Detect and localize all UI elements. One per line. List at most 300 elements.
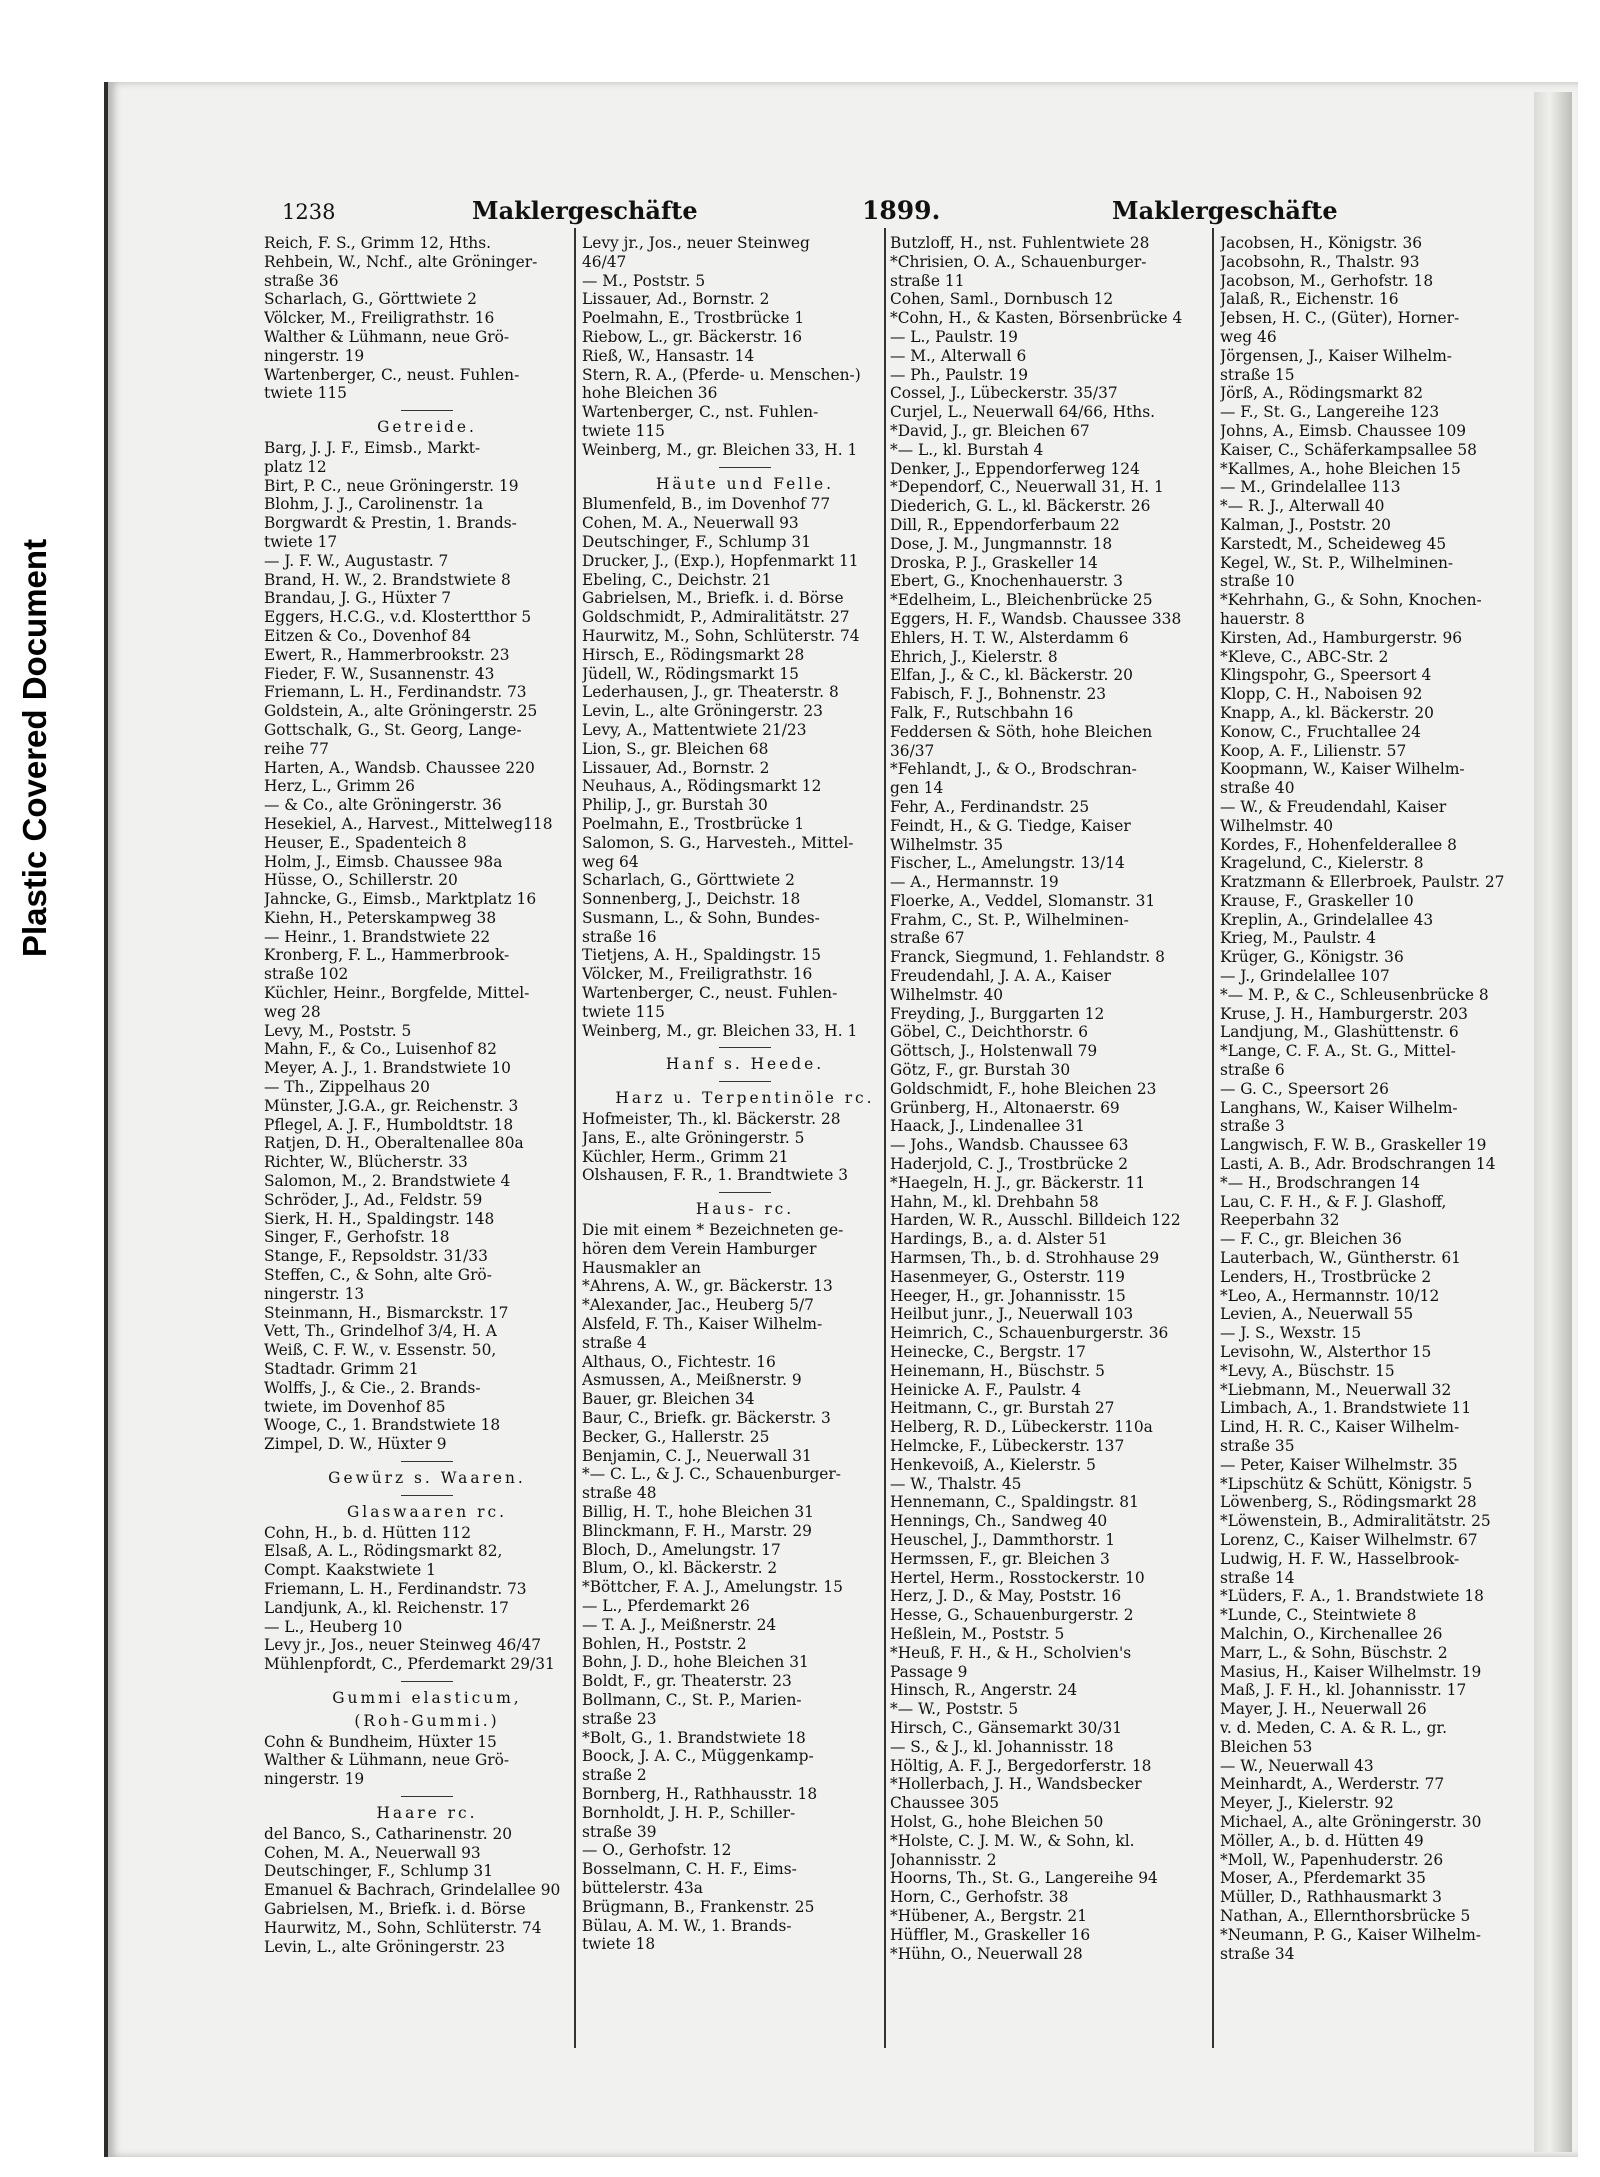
directory-entry: — L., Paulstr. 19 <box>890 327 1018 346</box>
directory-entry: *Hühn, O., Neuerwall 28 <box>890 1944 1083 1963</box>
section-heading: Harz u. Terpentinöle rc. <box>615 1089 875 1108</box>
directory-entry: gen 14 <box>890 779 944 798</box>
directory-entry: Harmsen, Th., b. d. Strohhause 29 <box>890 1249 1160 1268</box>
directory-entry: *Edelheim, L., Bleichenbrücke 25 <box>890 591 1153 610</box>
directory-entry: Lion, S., gr. Bleichen 68 <box>582 739 769 758</box>
directory-entry: twiete 115 <box>582 421 665 440</box>
directory-entry: straße 16 <box>582 927 657 946</box>
directory-entry: Borgwardt & Prestin, 1. Brands- <box>264 514 517 533</box>
directory-entry: Blumenfeld, B., im Dovenhof 77 <box>582 495 831 514</box>
section-heading: Hanf s. Heede. <box>665 1055 825 1074</box>
directory-entry: ningerstr. 19 <box>264 346 365 365</box>
directory-column-4 <box>1220 234 1546 1963</box>
directory-entry: Deutschinger, F., Schlump 31 <box>264 1862 494 1881</box>
running-title-left: Maklergeschäfte <box>472 196 698 225</box>
directory-entry: Brügmann, B., Frankenstr. 25 <box>582 1897 815 1916</box>
directory-entry: Heßlein, M., Poststr. 5 <box>890 1624 1065 1643</box>
directory-entry: Dose, J. M., Jungmannstr. 18 <box>890 534 1113 553</box>
section-divider <box>719 1047 771 1048</box>
directory-entry: *Ahrens, A. W., gr. Bäckerstr. 13 <box>582 1277 833 1296</box>
directory-entry: del Banco, S., Catharinenstr. 20 <box>264 1824 513 1843</box>
directory-entry: Weinberg, M., gr. Bleichen 33, H. 1 <box>582 440 858 459</box>
directory-entry: Sonnenberg, J., Deichstr. 18 <box>582 890 801 909</box>
directory-entry: Fieder, F. W., Susannenstr. 43 <box>264 664 495 683</box>
directory-entry: Hirsch, C., Gänsemarkt 30/31 <box>890 1718 1123 1737</box>
directory-entry: Steinmann, H., Bismarckstr. 17 <box>264 1303 509 1322</box>
directory-entry: Reeperbahn 32 <box>1220 1211 1340 1230</box>
directory-entry: Cohen, Saml., Dornbusch 12 <box>890 290 1114 309</box>
directory-entry: twiete 18 <box>582 1935 656 1954</box>
directory-entry: Lauterbach, W., Güntherstr. 61 <box>1220 1249 1461 1268</box>
directory-entry: Alsfeld, F. Th., Kaiser Wilhelm- <box>582 1315 823 1334</box>
directory-entry: Tietjens, A. H., Spaldingstr. 15 <box>582 946 822 965</box>
directory-column-1 <box>264 234 590 1956</box>
directory-entry: — M., Grindelallee 113 <box>1220 478 1401 497</box>
directory-entry: — W., Thalstr. 45 <box>890 1474 1022 1493</box>
directory-entry: Konow, C., Fruchtallee 24 <box>1220 722 1421 741</box>
directory-entry: Lissauer, Ad., Bornstr. 2 <box>582 758 770 777</box>
directory-entry: Levien, A., Neuerwall 55 <box>1220 1305 1414 1324</box>
directory-entry: Hirsch, E., Rödingsmarkt 28 <box>582 645 805 664</box>
directory-entry: Herz, L., Grimm 26 <box>264 777 415 796</box>
directory-entry: straße 40 <box>1220 779 1295 798</box>
directory-entry: Cohen, M. A., Neuerwall 93 <box>264 1843 481 1862</box>
directory-entry: Poelmahn, E., Trostbrücke 1 <box>582 309 805 328</box>
section-heading: Glaswaaren rc. <box>347 1502 507 1521</box>
directory-entry: straße 48 <box>582 1484 657 1503</box>
directory-entry: straße 102 <box>264 965 349 984</box>
directory-entry: Richter, W., Blücherstr. 33 <box>264 1153 468 1172</box>
directory-entry: Baur, C., Briefk. gr. Bäckerstr. 3 <box>582 1409 831 1428</box>
directory-column-3 <box>890 234 1216 1963</box>
directory-entry: Freyding, J., Burggarten 12 <box>890 1004 1105 1023</box>
directory-entry: Wartenberger, C., neust. Fuhlen- <box>264 365 520 384</box>
section-divider <box>401 1681 453 1682</box>
directory-entry: Johns, A., Eimsb. Chaussee 109 <box>1220 421 1467 440</box>
directory-entry: Walther & Lühmann, neue Grö- <box>264 1751 510 1770</box>
directory-entry: twiete, im Dovenhof 85 <box>264 1397 446 1416</box>
directory-entry: *Kallmes, A., hohe Bleichen 15 <box>1220 459 1461 478</box>
directory-entry: *Levy, A., Büschstr. 15 <box>1220 1361 1395 1380</box>
directory-entry: straße 11 <box>890 271 965 290</box>
directory-entry: Levin, L., alte Gröningerstr. 23 <box>582 702 823 721</box>
directory-entry: Möller, A., b. d. Hütten 49 <box>1220 1831 1424 1850</box>
directory-entry: Hoorns, Th., St. G., Langereihe 94 <box>890 1869 1158 1888</box>
directory-entry: Scharlach, G., Görttwiete 2 <box>264 290 477 309</box>
directory-entry: Kalman, J., Poststr. 20 <box>1220 515 1391 534</box>
directory-entry: *Neumann, P. G., Kaiser Wilhelm- <box>1220 1925 1481 1944</box>
directory-entry: Stern, R. A., (Pferde- u. Menschen-) <box>582 365 861 384</box>
directory-entry: — J. F. W., Augustastr. 7 <box>264 551 449 570</box>
directory-entry: Hinsch, R., Angerstr. 24 <box>890 1681 1078 1700</box>
directory-entry: Lissauer, Ad., Bornstr. 2 <box>582 290 770 309</box>
directory-entry: Kiehn, H., Peterskampweg 38 <box>264 908 497 927</box>
directory-entry: Passage 9 <box>890 1662 968 1681</box>
directory-entry: ningerstr. 13 <box>264 1284 365 1303</box>
directory-entry: Meinhardt, A., Werderstr. 77 <box>1220 1775 1445 1794</box>
directory-entry: Ratjen, D. H., Oberaltenallee 80a <box>264 1134 524 1153</box>
directory-entry: Reich, F. S., Grimm 12, Hths. <box>264 234 492 252</box>
directory-entry: — A., Hermannstr. 19 <box>890 873 1059 892</box>
directory-entry: v. d. Meden, C. A. & R. L., gr. <box>1220 1718 1447 1737</box>
directory-entry: *Heuß, F. H., & H., Scholvien's <box>890 1643 1132 1662</box>
directory-entry: Langhans, W., Kaiser Wilhelm- <box>1220 1098 1458 1117</box>
directory-entry: Heinicke A. F., Paulstr. 4 <box>890 1380 1082 1399</box>
section-heading: Gummi elasticum, <box>332 1688 522 1707</box>
directory-entry: hauerstr. 8 <box>1220 609 1305 628</box>
section-heading: Haus- rc. <box>695 1200 795 1219</box>
directory-entry: Höltig, A. F. J., Bergedorferstr. 18 <box>890 1756 1152 1775</box>
directory-entry: Kragelund, C., Kielerstr. 8 <box>1220 854 1424 873</box>
directory-entry: Kirsten, Ad., Hamburgerstr. 96 <box>1220 628 1463 647</box>
directory-entry: Bollmann, C., St. P., Marien- <box>582 1690 802 1709</box>
directory-entry: Bohn, J. D., hohe Bleichen 31 <box>582 1653 809 1672</box>
directory-entry: — M., Alterwall 6 <box>890 346 1027 365</box>
directory-entry: *Dependorf, C., Neuerwall 31, H. 1 <box>890 478 1164 497</box>
page-header <box>272 196 1338 230</box>
directory-entry: Hausmakler an <box>582 1258 701 1277</box>
directory-entry: Wolffs, J., & Cie., 2. Brands- <box>264 1378 481 1397</box>
directory-entry: Poelmahn, E., Trostbrücke 1 <box>582 814 805 833</box>
directory-entry: Lederhausen, J., gr. Theaterstr. 8 <box>582 683 839 702</box>
directory-entry: Butzloff, H., nst. Fuhlentwiete 28 <box>890 234 1150 252</box>
directory-entry: Elsaß, A. L., Rödingsmarkt 82, <box>264 1542 503 1561</box>
directory-entry: Becker, G., Hallerstr. 25 <box>582 1427 770 1446</box>
directory-entry: reihe 77 <box>264 739 329 758</box>
directory-entry: Bosselmann, C. H. F., Eims- <box>582 1860 797 1879</box>
directory-entry: Kreplin, A., Grindelallee 43 <box>1220 910 1434 929</box>
directory-entry: Bülau, A. M. W., 1. Brands- <box>582 1916 792 1935</box>
directory-entry: Levy, A., Mattentwiete 21/23 <box>582 720 807 739</box>
directory-entry: Klopp, C. H., Naboisen 92 <box>1220 685 1423 704</box>
directory-entry: Johannisstr. 2 <box>890 1850 997 1869</box>
section-heading: Häute und Felle. <box>655 474 835 493</box>
directory-entry: Landjunk, A., kl. Reichenstr. 17 <box>264 1598 509 1617</box>
directory-column-2 <box>582 234 908 1954</box>
directory-entry: *Böttcher, F. A. J., Amelungstr. 15 <box>582 1578 843 1597</box>
directory-entry: Limbach, A., 1. Brandstwiete 11 <box>1220 1399 1472 1418</box>
directory-entry: *Kleve, C., ABC-Str. 2 <box>1220 647 1389 666</box>
directory-entry: Landjung, M., Glashüttenstr. 6 <box>1220 1023 1459 1042</box>
directory-entry: — L., Pferdemarkt 26 <box>582 1596 750 1615</box>
section-divider <box>719 1192 771 1193</box>
directory-entry: Brand, H. W., 2. Brandstwiete 8 <box>264 570 511 589</box>
directory-entry: *Haegeln, H. J., gr. Bäckerstr. 11 <box>890 1173 1146 1192</box>
directory-entry: Mahn, F., & Co., Luisenhof 82 <box>264 1040 497 1059</box>
directory-entry: Brandau, J. G., Hüxter 7 <box>264 589 452 608</box>
directory-entry: Schröder, J., Ad., Feldstr. 59 <box>264 1190 483 1209</box>
directory-entry: twiete 115 <box>582 1002 665 1021</box>
directory-entry: Emanuel & Bachrach, Grindelallee 90 <box>264 1881 561 1900</box>
directory-entry: Völcker, M., Freiligrathstr. 16 <box>264 309 495 328</box>
directory-entry: *Hübener, A., Bergstr. 21 <box>890 1906 1087 1925</box>
directory-entry: hohe Bleichen 36 <box>582 384 718 403</box>
directory-entry: Eggers, H.C.G., v.d. Klostertthor 5 <box>264 608 532 627</box>
directory-entry: weg 28 <box>264 1002 321 1021</box>
directory-entry: Ewert, R., Hammerbrookstr. 23 <box>264 645 510 664</box>
directory-entry: Eggers, H. F., Wandsb. Chaussee 338 <box>890 609 1182 628</box>
directory-entry: Jacobsen, H., Königstr. 36 <box>1220 234 1423 252</box>
directory-entry: straße 6 <box>1220 1061 1285 1080</box>
directory-entry: Cohn & Bundheim, Hüxter 15 <box>264 1732 497 1751</box>
directory-entry: Bleichen 53 <box>1220 1737 1313 1756</box>
directory-entry: Levy jr., Jos., neuer Steinweg <box>582 234 810 252</box>
directory-entry: Knapp, A., kl. Bäckerstr. 20 <box>1220 703 1434 722</box>
directory-entry: — Heinr., 1. Brandstwiete 22 <box>264 927 491 946</box>
directory-entry: Philip, J., gr. Burstah 30 <box>582 796 768 815</box>
directory-entry: — S., & J., kl. Johannisstr. 18 <box>890 1737 1114 1756</box>
directory-entry: Hennings, Ch., Sandweg 40 <box>890 1512 1108 1531</box>
page-number: 1238 <box>282 200 336 224</box>
directory-entry: Feddersen & Söth, hohe Bleichen <box>890 722 1153 741</box>
directory-entry: Ebert, G., Knochenhauerstr. 3 <box>890 572 1123 591</box>
directory-entry: Elfan, J., & C., kl. Bäckerstr. 20 <box>890 666 1133 685</box>
directory-entry: Fischer, L., Amelungstr. 13/14 <box>890 854 1125 873</box>
directory-entry: Kordes, F., Hohenfelderallee 8 <box>1220 835 1457 854</box>
directory-entry: weg 46 <box>1220 327 1277 346</box>
directory-entry: Koop, A. F., Lilienstr. 57 <box>1220 741 1407 760</box>
directory-entry: Bloch, D., Amelungstr. 17 <box>582 1540 781 1559</box>
directory-entry: Pflegel, A. J. F., Humboldtstr. 18 <box>264 1115 514 1134</box>
side-label-text: Plastic Covered Document <box>16 538 53 958</box>
directory-entry: Singer, F., Gerhofstr. 18 <box>264 1228 450 1247</box>
directory-entry: Küchler, Heinr., Borgfelde, Mittel- <box>264 984 530 1003</box>
directory-entry: Susmann, L., & Sohn, Bundes- <box>582 908 820 927</box>
directory-entry: Die mit einem * Bezeichneten ge- <box>582 1221 844 1240</box>
directory-entry: Walther & Lühmann, neue Grö- <box>264 327 510 346</box>
directory-entry: Wooge, C., 1. Brandstwiete 18 <box>264 1416 501 1435</box>
directory-entry: Friemann, L. H., Ferdinandstr. 73 <box>264 683 527 702</box>
directory-entry: Bornberg, H., Rathhausstr. 18 <box>582 1784 818 1803</box>
directory-entry: Hennemann, C., Spaldingstr. 81 <box>890 1493 1139 1512</box>
directory-entry: Marr, L., & Sohn, Büschstr. 2 <box>1220 1643 1448 1662</box>
directory-entry: twiete 115 <box>264 384 347 403</box>
directory-entry: Zimpel, D. W., Hüxter 9 <box>264 1435 447 1454</box>
directory-entry: Kegel, W., St. P., Wilhelminen- <box>1220 553 1454 572</box>
directory-entry: weg 64 <box>582 852 639 871</box>
directory-entry: *Moll, W., Papenhuderstr. 26 <box>1220 1850 1444 1869</box>
directory-entry: — & Co., alte Gröningerstr. 36 <box>264 796 502 815</box>
directory-entry: Rieß, W., Hansastr. 14 <box>582 346 755 365</box>
directory-entry: Ehrich, J., Kielerstr. 8 <box>890 647 1058 666</box>
directory-entry: Stange, F., Repsoldstr. 31/33 <box>264 1247 488 1266</box>
section-heading: (Roh-Gummi.) <box>354 1711 500 1730</box>
directory-entry: Kratzmann & Ellerbroek, Paulstr. 27 <box>1220 873 1505 892</box>
directory-entry: hören dem Verein Hamburger <box>582 1239 817 1258</box>
directory-entry: Bornholdt, J. H. P., Schiller- <box>582 1803 796 1822</box>
directory-entry: Michael, A., alte Gröningerstr. 30 <box>1220 1812 1482 1831</box>
directory-entry: 46/47 <box>582 252 627 271</box>
directory-entry: Riebow, L., gr. Bäckerstr. 16 <box>582 327 803 346</box>
directory-entry: Wilhelmstr. 35 <box>890 835 1004 854</box>
directory-entry: *Löwenstein, B., Admiralitätstr. 25 <box>1220 1512 1491 1531</box>
directory-entry: *— R. J., Alterwall 40 <box>1220 497 1385 516</box>
directory-entry: büttelerstr. 43a <box>582 1878 703 1897</box>
directory-entry: Asmussen, A., Meißnerstr. 9 <box>582 1371 802 1390</box>
directory-entry: — T. A. J., Meißnerstr. 24 <box>582 1615 777 1634</box>
directory-entry: *Lipschütz & Schütt, Königstr. 5 <box>1220 1474 1473 1493</box>
directory-entry: Jacobson, M., Gerhofstr. 18 <box>1220 271 1434 290</box>
directory-entry: Götz, F., gr. Burstah 30 <box>890 1061 1071 1080</box>
directory-entry: Diederich, G. L., kl. Bäckerstr. 26 <box>890 497 1151 516</box>
directory-entry: Münster, J.G.A., gr. Reichenstr. 3 <box>264 1096 519 1115</box>
directory-entry: Horn, C., Gerhofstr. 38 <box>890 1888 1069 1907</box>
directory-entry: Cossel, J., Lübeckerstr. 35/37 <box>890 384 1118 403</box>
directory-entry: Levy, M., Poststr. 5 <box>264 1021 412 1040</box>
directory-entry: Helmcke, F., Lübeckerstr. 137 <box>890 1437 1125 1455</box>
directory-entry: Henkevoiß, A., Kielerstr. 5 <box>890 1455 1096 1474</box>
directory-entry: Eitzen & Co., Dovenhof 84 <box>264 626 472 645</box>
directory-entry: Franck, Siegmund, 1. Fehlandstr. 8 <box>890 948 1165 967</box>
directory-entry: Hardings, B., a. d. Alster 51 <box>890 1230 1108 1249</box>
directory-entry: Levin, L., alte Gröningerstr. 23 <box>264 1937 505 1956</box>
directory-entry: Sierk, H. H., Spaldingstr. 148 <box>264 1209 495 1228</box>
directory-entry: Maß, J. F. H., kl. Johannisstr. 17 <box>1220 1681 1467 1700</box>
section-divider <box>401 1461 453 1462</box>
directory-entry: Bohlen, H., Poststr. 2 <box>582 1634 747 1653</box>
directory-entry: Heinemann, H., Büschstr. 5 <box>890 1361 1105 1380</box>
directory-entry: Falk, F., Rutschbahn 16 <box>890 703 1074 722</box>
directory-entry: Barg, J. J. F., Eimsb., Markt- <box>264 438 481 457</box>
directory-entry: Wilhelmstr. 40 <box>1220 816 1334 835</box>
directory-entry: platz 12 <box>264 457 327 476</box>
directory-entry: — J., Grindelallee 107 <box>1220 967 1390 986</box>
directory-entry: Krause, F., Graskeller 10 <box>1220 891 1414 910</box>
directory-entry: Althaus, O., Fichtestr. 16 <box>582 1352 776 1371</box>
directory-entry: — F. C., gr. Bleichen 36 <box>1220 1230 1402 1249</box>
directory-entry: Levisohn, W., Alsterthor 15 <box>1220 1343 1432 1362</box>
directory-entry: straße 39 <box>582 1822 657 1841</box>
directory-entry: Vett, Th., Grindelhof 3/4, H. A <box>264 1322 497 1341</box>
directory-entry: Levy jr., Jos., neuer Steinweg 46/47 <box>264 1636 542 1655</box>
directory-entry: — G. C., Speersort 26 <box>1220 1079 1389 1098</box>
directory-entry: Harden, W. R., Ausschl. Billdeich 122 <box>890 1211 1181 1230</box>
directory-entry: Helberg, R. D., Lübeckerstr. 110a <box>890 1418 1153 1437</box>
directory-entry: — J. S., Wexstr. 15 <box>1220 1324 1362 1343</box>
section-heading: Getreide. <box>377 418 477 437</box>
directory-entry: Koopmann, W., Kaiser Wilhelm- <box>1220 760 1465 779</box>
directory-entry: Lau, C. F. H., & F. J. Glashoff, <box>1220 1192 1447 1211</box>
directory-entry: Hertel, Herm., Rosstockerstr. 10 <box>890 1568 1145 1587</box>
directory-entry: Grünberg, H., Altonaerstr. 69 <box>890 1098 1120 1117</box>
directory-entry: Stadtadr. Grimm 21 <box>264 1360 419 1379</box>
directory-entry: Göttsch, J., Holstenwall 79 <box>890 1042 1098 1061</box>
directory-entry: Fabisch, F. J., Bohnenstr. 23 <box>890 685 1107 704</box>
directory-entry: straße 23 <box>582 1709 657 1728</box>
directory-entry: *Fehlandt, J., & O., Brodschran- <box>890 760 1137 779</box>
directory-entry: *— C. L., & J. C., Schauenburger- <box>582 1465 841 1484</box>
directory-entry: Hasenmeyer, G., Osterstr. 119 <box>890 1267 1125 1286</box>
directory-entry: *Lunde, C., Steintwiete 8 <box>1220 1606 1417 1625</box>
directory-entry: Jans, E., alte Gröningerstr. 5 <box>582 1128 805 1147</box>
directory-entry: Goldstein, A., alte Gröningerstr. 25 <box>264 702 538 721</box>
directory-entry: Salomon, S. G., Harvesteh., Mittel- <box>582 833 854 852</box>
directory-entry: Jalaß, R., Eichenstr. 16 <box>1220 290 1399 309</box>
directory-entry: — Ph., Paulstr. 19 <box>890 365 1029 384</box>
directory-entry: straße 10 <box>1220 572 1295 591</box>
directory-entry: *— W., Poststr. 5 <box>890 1700 1019 1719</box>
section-divider <box>401 1796 453 1797</box>
directory-entry: Drucker, J., (Exp.), Hopfenmarkt 11 <box>582 551 859 570</box>
directory-entry: Malchin, O., Kirchenallee 26 <box>1220 1624 1443 1643</box>
section-divider <box>401 410 453 411</box>
section-heading: Haare rc. <box>376 1803 478 1822</box>
directory-entry: Hüsse, O., Schillerstr. 20 <box>264 871 458 890</box>
directory-entry: straße 35 <box>1220 1437 1295 1455</box>
directory-entry: Dill, R., Eppendorferbaum 22 <box>890 515 1120 534</box>
directory-entry: Compt. Kaakstwiete 1 <box>264 1561 436 1580</box>
directory-entry: — O., Gerhofstr. 12 <box>582 1841 732 1860</box>
directory-entry: Gabrielsen, M., Briefk. i. d. Börse <box>582 589 844 608</box>
directory-entry: straße 34 <box>1220 1944 1295 1963</box>
directory-entry: Küchler, Herm., Grimm 21 <box>582 1147 789 1166</box>
directory-entry: *Leo, A., Hermannstr. 10/12 <box>1220 1286 1440 1305</box>
directory-entry: Jahncke, G., Eimsb., Marktplatz 16 <box>264 890 537 909</box>
directory-entry: Lind, H. R. C., Kaiser Wilhelm- <box>1220 1418 1460 1437</box>
directory-entry: Benjamin, C. J., Neuerwall 31 <box>582 1446 812 1465</box>
directory-entry: Hofmeister, Th., kl. Bäckerstr. 28 <box>582 1110 841 1129</box>
directory-entry: Lorenz, C., Kaiser Wilhelmstr. 67 <box>1220 1530 1478 1549</box>
directory-entry: Scharlach, G., Görttwiete 2 <box>582 871 795 890</box>
directory-entry: — Peter, Kaiser Wilhelmstr. 35 <box>1220 1455 1458 1474</box>
directory-entry: Haurwitz, M., Sohn, Schlüterstr. 74 <box>582 626 860 645</box>
directory-entry: Langwisch, F. W. B., Graskeller 19 <box>1220 1136 1487 1155</box>
directory-entry: twiete 17 <box>264 532 338 551</box>
directory-entry: Gabrielsen, M., Briefk. i. d. Börse <box>264 1899 526 1918</box>
directory-entry: Meyer, A. J., 1. Brandstwiete 10 <box>264 1059 511 1078</box>
directory-entry: Jörgensen, J., Kaiser Wilhelm- <box>1220 346 1453 365</box>
directory-entry: *Bolt, G., 1. Brandstwiete 18 <box>582 1728 806 1747</box>
directory-entry: Gottschalk, G., St. Georg, Lange- <box>264 720 522 739</box>
directory-entry: Krieg, M., Paulstr. 4 <box>1220 929 1376 948</box>
directory-entry: Klingspohr, G., Speersort 4 <box>1220 666 1432 685</box>
directory-entry: Curjel, L., Neuerwall 64/66, Hths. <box>890 403 1156 422</box>
directory-entry: Karstedt, M., Scheideweg 45 <box>1220 534 1447 553</box>
directory-entry: *Kehrhahn, G., & Sohn, Knochen- <box>1220 591 1482 610</box>
directory-entry: Nathan, A., Ellernthorsbrücke 5 <box>1220 1906 1471 1925</box>
directory-entry: straße 3 <box>1220 1117 1285 1136</box>
directory-entry: Droska, P. J., Graskeller 14 <box>890 553 1098 572</box>
directory-entry: Billig, H. T., hohe Bleichen 31 <box>582 1503 814 1521</box>
directory-entry: Wartenberger, C., nst. Fuhlen- <box>582 403 819 422</box>
section-divider <box>719 467 771 468</box>
directory-entry: Birt, P. C., neue Gröningerstr. 19 <box>264 476 519 495</box>
side-label <box>14 468 56 1028</box>
directory-entry: Jüdell, W., Rödingsmarkt 15 <box>582 664 799 683</box>
directory-entry: Heuschel, J., Dammthorstr. 1 <box>890 1530 1116 1549</box>
section-divider <box>719 1081 771 1082</box>
directory-entry: Heeger, H., gr. Johannisstr. 15 <box>890 1286 1126 1305</box>
directory-entry: — F., St. G., Langereihe 123 <box>1220 403 1440 422</box>
directory-entry: *— L., kl. Burstah 4 <box>890 440 1044 459</box>
directory-entry: Ebeling, C., Deichstr. 21 <box>582 570 772 589</box>
directory-entry: Heilbut junr., J., Neuerwall 103 <box>890 1305 1134 1324</box>
directory-entry: Haack, J., Lindenallee 31 <box>890 1117 1085 1136</box>
directory-entry: Goldschmidt, F., hohe Bleichen 23 <box>890 1079 1157 1098</box>
directory-entry: Cohn, H., b. d. Hütten 112 <box>264 1523 472 1542</box>
directory-entry: Heimrich, C., Schauenburgerstr. 36 <box>890 1324 1169 1343</box>
directory-entry: Müller, D., Rathhausmarkt 3 <box>1220 1888 1442 1907</box>
directory-entry: Wartenberger, C., neust. Fuhlen- <box>582 984 838 1003</box>
directory-entry: — Th., Zippelhaus 20 <box>264 1078 430 1097</box>
directory-entry: Steffen, C., & Sohn, alte Grö- <box>264 1266 492 1285</box>
directory-entry: *Lange, C. F. A., St. G., Mittel- <box>1220 1042 1456 1061</box>
directory-entry: Jörß, A., Rödingsmarkt 82 <box>1220 384 1424 403</box>
directory-entry: *Liebmann, M., Neuerwall 32 <box>1220 1380 1452 1399</box>
running-title-right: Maklergeschäfte <box>1112 196 1338 225</box>
directory-entry: Freudendahl, J. A. A., Kaiser <box>890 967 1111 986</box>
directory-entry: Cohen, M. A., Neuerwall 93 <box>582 514 799 533</box>
